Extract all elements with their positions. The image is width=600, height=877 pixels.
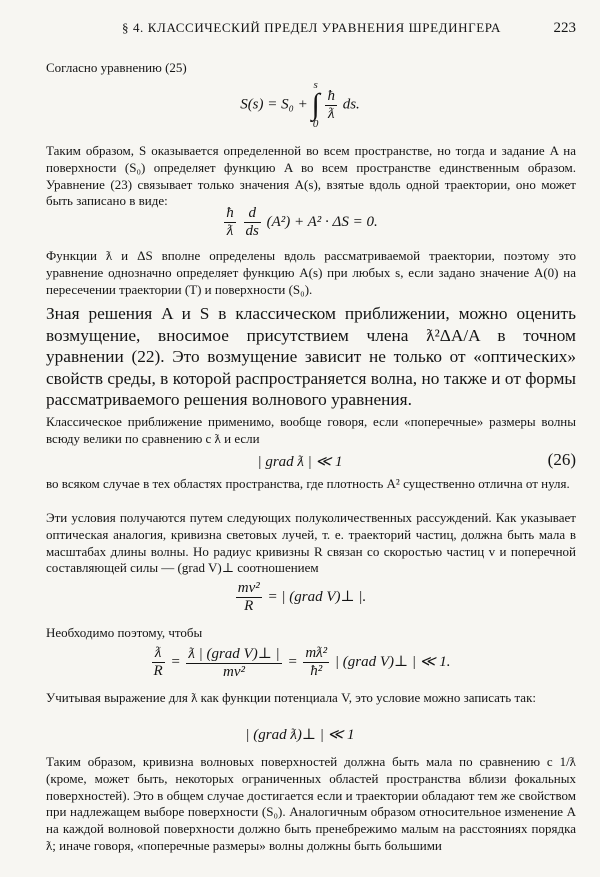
eq2-den-2: ds bbox=[245, 223, 259, 239]
eq4-fraction bbox=[236, 580, 262, 615]
paragraph-10: Таким образом, кривизна волновых поверхностей должна быть мала по сравнению с 1/ƛ (кроме, может быть, некоторых ограниченных областей пространства вблизи фокальных поверхностей). Это в общем случае достигается если и траектории обладают тем же свойством при надлежащем выборе поверхности (S₀). Аналогичным образом относительное изменение A на каждой волновой поверхности должно быть пренебрежимо малым на расстояниях порядка ƛ; иначе говоря, «поперечные размеры» волны должны быть большими bbox=[46, 754, 576, 853]
eq4-tail: = | (grad V)⊥ |. bbox=[267, 588, 367, 605]
eq6-body: | (grad ƛ)⊥ | ≪ 1 bbox=[245, 727, 355, 743]
running-header bbox=[122, 20, 576, 36]
eq5-fraction-1 bbox=[152, 645, 165, 680]
eq2-tail: (A²) + A² · ΔS = 0. bbox=[266, 213, 378, 230]
paragraph-7: Эти условия получаются путем следующих полуколичественных рассуждений. Как указывает оптическая аналогия, кривизна световых лучей, т. е. траекторий частиц, должна быть мала в масштабах длины волны. Но радиус кривизны R связан со скоростью частиц v и поперечной составляющей силы — (grad V)⊥ соотношением bbox=[46, 510, 576, 576]
paragraph-3: Функции ƛ и ΔS вполне определены вдоль рассматриваемой траектории, поэтому это уравнение однозначно определяет функцию A(s) при любых s, если задано значение A(0) на пересечении траектории (T) и поверхности (S₀). bbox=[46, 248, 576, 297]
equation-condition: $\frac{ƛ}{R}$ = $\frac{\text{ƛ | (grad V)⊥ |}}{\text{mv²}}$ = $\frac{\text{mƛ²}}{\text{ħ²}}$ | (grad V)⊥ | ≪ 1. bbox=[153, 645, 451, 680]
eq1-fraction bbox=[325, 88, 337, 123]
eq5-tail: | (grad V)⊥ | ≪ 1. bbox=[334, 653, 451, 670]
eq5-fraction-3 bbox=[303, 645, 329, 680]
integral-upper-limit: s bbox=[313, 79, 318, 91]
section-title: § 4. КЛАССИЧЕСКИЙ ПРЕДЕЛ УРАВНЕНИЯ ШРЕДИНГЕРА bbox=[122, 20, 501, 35]
equation-25-integral bbox=[0, 80, 600, 130]
eq5-num-3: mƛ² bbox=[305, 645, 328, 661]
paragraph-9: Учитывая выражение для ƛ как функции потенциала V, это условие можно записать так: bbox=[46, 690, 536, 705]
eq1-denominator: ƛ bbox=[327, 105, 335, 122]
paragraph-1: Согласно уравнению (25) bbox=[46, 60, 187, 75]
equation-curvature bbox=[0, 580, 600, 615]
eq2-num-1: ħ bbox=[226, 205, 234, 221]
eq4-numerator: mv² bbox=[237, 580, 260, 596]
eq2-fraction-1 bbox=[224, 205, 236, 240]
page-number: 223 bbox=[553, 20, 576, 36]
eq26-body: | grad ƛ | ≪ 1 bbox=[257, 454, 343, 470]
paragraph-5: Классическое приближение применимо, вообще говоря, если «поперечные» размеры волны всюду велики по сравнению с ƛ и если bbox=[46, 414, 576, 446]
eq2-fraction-2 bbox=[244, 205, 261, 240]
eq5-den-2: mv² bbox=[223, 664, 246, 680]
paragraph-8: Необходимо поэтому, чтобы bbox=[46, 625, 203, 640]
integral-sign: s ∫ 0 bbox=[311, 79, 320, 130]
eq5-num-1: ƛ bbox=[152, 645, 165, 663]
eq5-fraction-2 bbox=[186, 644, 281, 681]
eq5-num-2: ƛ | (grad V)⊥ | bbox=[188, 646, 280, 662]
eq2-den-1: ƛ bbox=[226, 223, 234, 239]
equation-grad-lambda bbox=[0, 725, 600, 744]
integral-lower-limit: 0 bbox=[312, 118, 319, 130]
equation-26 bbox=[0, 452, 600, 471]
paragraph-2: Таким образом, S оказывается определенной во всем пространстве, но тогда и задание A на поверхности (S₀) определяет функцию A во всем пространстве единственным образом. Уравнение (23) связывает только значения A(s), взятые вдоль одной траектории, оно может быть записано в виде: bbox=[46, 143, 576, 209]
eq4-denominator: R bbox=[244, 598, 254, 614]
eq5-den-3: ħ² bbox=[310, 663, 323, 679]
paragraph-4: Зная решения A и S в классическом приближении, можно оценить возмущение, вносимое присутствием члена ƛ²ΔA/A в точном уравнении (22). Это возмущение зависит не только от «оптических» свойств среды, в которой распространяется волна, но также и от формы рассматриваемого решения волнового уравнения. bbox=[46, 304, 576, 409]
equation-transport bbox=[0, 205, 600, 240]
paragraph-6: во всяком случае в тех областях пространства, где плотность A² существенно отлична от нуля. bbox=[46, 476, 570, 491]
eq1-lhs: S(s) = S₀ + bbox=[240, 96, 308, 113]
eq1-numerator: ħ bbox=[327, 87, 335, 104]
eq1-tail: ds. bbox=[342, 96, 360, 113]
eq2-num-2: d bbox=[244, 205, 261, 223]
eq5-den-1: R bbox=[153, 663, 163, 679]
equation-number-26: (26) bbox=[547, 450, 576, 469]
